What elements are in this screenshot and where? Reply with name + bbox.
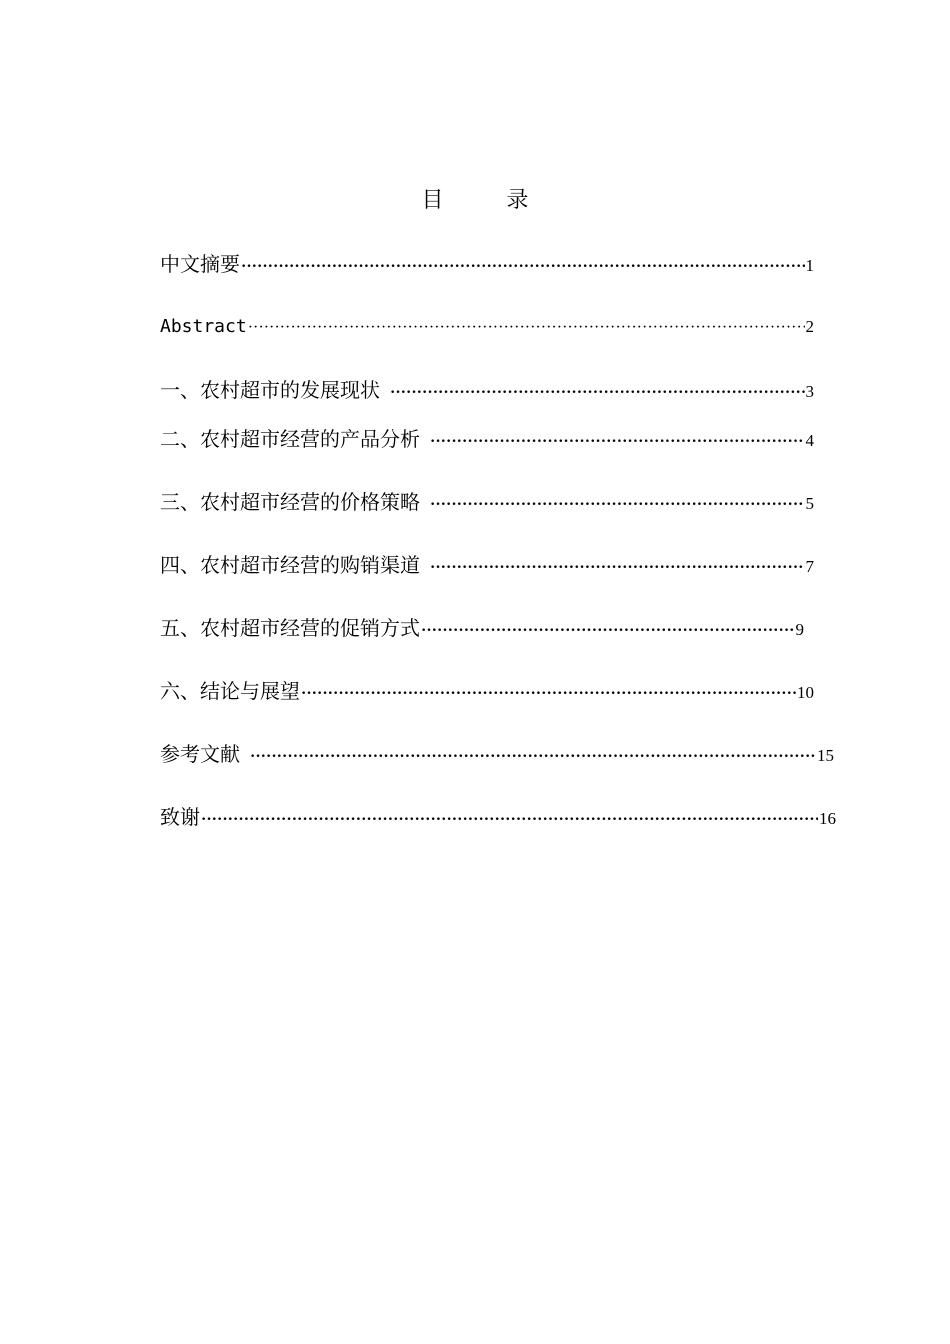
toc-entry-section-2[interactable]: [160, 425, 814, 453]
toc-leader-dots: [201, 806, 818, 831]
toc-leader-dots: [430, 428, 805, 453]
toc-leader-dots: [421, 617, 795, 642]
toc-entry-label: 五、农村超市经营的促销方式: [160, 616, 420, 640]
toc-entry-page: 15: [817, 746, 834, 765]
toc-entry-page: 5: [805, 494, 814, 513]
toc-entry-section-3[interactable]: [160, 488, 814, 516]
toc-entry-label: 一、农村超市的发展现状: [160, 378, 380, 402]
toc-leader-dots: [390, 379, 805, 404]
toc-entry-page: 16: [819, 809, 836, 828]
toc-entry-section-6[interactable]: [160, 677, 814, 705]
toc-leader-dots: [250, 743, 816, 768]
toc-entry-label: 致谢: [160, 805, 200, 829]
toc-leader-dots: [430, 491, 805, 516]
page-title: 目 录: [421, 188, 557, 213]
toc-entry-page: 3: [805, 382, 814, 401]
toc-entry-page: 4: [805, 431, 814, 450]
toc-entry-page: 10: [797, 683, 814, 702]
toc-entry-label: 三、农村超市经营的价格策略: [160, 490, 420, 514]
toc-entry-label: 二、农村超市经营的产品分析: [160, 427, 420, 451]
toc-entry-page: 1: [805, 256, 814, 275]
toc-leader-dots: [301, 680, 796, 705]
toc-entry-acknowledgements[interactable]: [160, 803, 836, 831]
toc-entry-section-4[interactable]: [160, 551, 814, 579]
toc-leader-dots: [241, 253, 805, 278]
toc-entry-label: 四、农村超市经营的购销渠道: [160, 553, 420, 577]
toc-entry-abstract-en[interactable]: [160, 313, 814, 341]
toc-entry-abstract-cn[interactable]: [160, 250, 814, 278]
toc-entry-references[interactable]: [160, 740, 834, 768]
toc-entry-section-5[interactable]: [160, 614, 804, 642]
toc-entry-label: 中文摘要: [160, 252, 240, 276]
toc-entry-section-1[interactable]: [160, 376, 814, 404]
toc-entry-page: 2: [805, 317, 814, 336]
toc-entry-label: Abstract: [160, 316, 247, 337]
toc-entry-page: 7: [805, 557, 814, 576]
toc-entry-label: 六、结论与展望: [160, 679, 300, 703]
toc-entry-label: 参考文献: [160, 742, 240, 766]
toc-leader-dots: [248, 314, 805, 341]
toc-entry-page: 9: [795, 620, 804, 639]
toc-leader-dots: [430, 554, 805, 579]
